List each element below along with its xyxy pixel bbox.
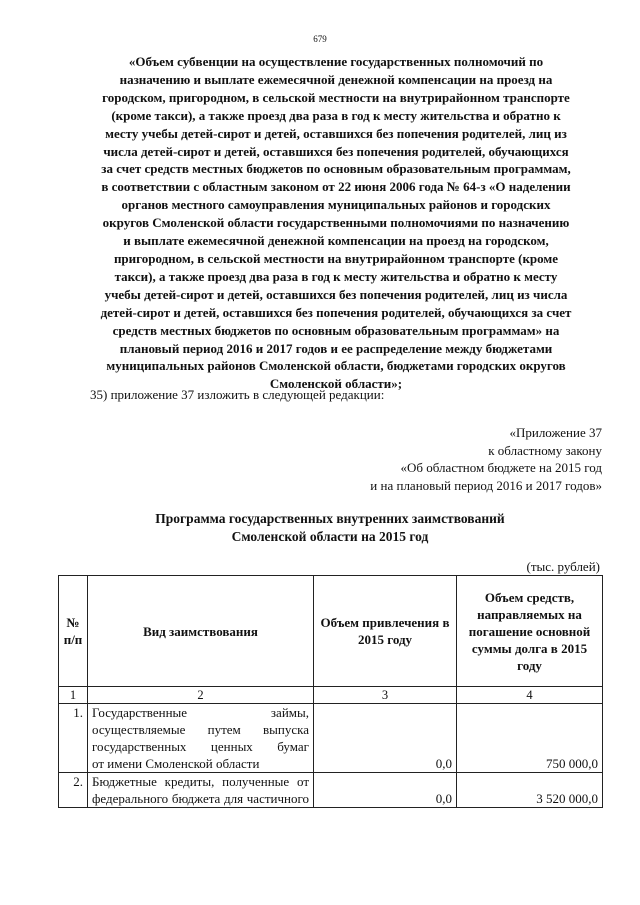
appendix-line: «Приложение 37 xyxy=(509,425,602,440)
subsidy-title-line: «Объем субвенции на осуществление государственных полномочий по xyxy=(128,54,544,69)
subsidy-title-line: назначению и выплате ежемесячной денежной компенсации на проезд на xyxy=(119,71,553,87)
row-attraction-value: 0,0 xyxy=(314,773,457,808)
item-35-text: 35) приложение 37 изложить в следующей редакции: xyxy=(90,387,385,402)
subsidy-title-line: в соответствии с областным законом от 22 июня 2006 года № 64-з «О наделении xyxy=(101,179,571,195)
subsidy-title-line: числа детей-сирот и детей, оставшихся без попечения родителей, обучающихся xyxy=(103,143,569,159)
row-description-last: от имени Смоленской области xyxy=(92,756,260,771)
appendix-reference xyxy=(370,424,602,494)
row-description xyxy=(88,704,314,773)
appendix-line: к областному закону xyxy=(488,442,602,458)
header-repayment-volume: Объем средств, направляемых на погашение основной суммы долга в 2015 году xyxy=(457,576,603,687)
appendix-line: и на плановый период 2016 и 2017 годов» xyxy=(370,477,602,493)
header-borrowing-type: Вид заимствования xyxy=(88,576,314,687)
row-attraction-value: 0,0 xyxy=(314,704,457,773)
subsidy-title-line: округов Смоленской области государственными полномочиями по назначению xyxy=(102,215,570,231)
row-number: 2. xyxy=(59,773,88,808)
row-description-text: Государственные займы, осуществляемые путем выпуска государственных ценных бумаг xyxy=(92,705,309,754)
subsidy-title-line: Смоленской области»; xyxy=(269,376,403,392)
column-number: 4 xyxy=(457,687,603,704)
subsidy-title-line: средств местных бюджетов по основным образовательным программам» на xyxy=(112,322,560,338)
row-description xyxy=(88,773,314,808)
column-number: 2 xyxy=(88,687,314,704)
units-label: (тыс. рублей) xyxy=(526,559,600,574)
subsidy-title-line: органов местного самоуправления муниципальных районов и городских xyxy=(121,197,551,213)
column-numbers-row xyxy=(59,687,603,704)
program-title xyxy=(80,510,580,546)
subsidy-title-line: такси), а также проезд два раза в год к месту жительства и обратно к месту xyxy=(114,268,558,284)
row-description-text: Бюджетные кредиты, полученные от федерального бюджета для частичного xyxy=(92,774,309,806)
subsidy-title-line: пригородном, в сельской местности на внутрирайонном транспорте (кроме xyxy=(113,250,559,266)
subsidy-title-line: городском, пригородном, в сельской местности на внутрирайонном транспорте xyxy=(102,89,570,105)
row-number: 1. xyxy=(59,704,88,773)
subsidy-title-line: учебы детей-сирот и детей, оставшихся без попечения родителей, лиц из числа xyxy=(104,286,568,302)
subsidy-title-line: месту учебы детей-сирот и детей, оставшихся без попечения родителей, лиц из xyxy=(105,125,567,141)
table-row xyxy=(59,704,603,773)
column-number: 1 xyxy=(59,687,88,704)
subsidy-title-line: муниципальных районов Смоленской области, бюджетами городских округов xyxy=(106,358,566,374)
header-attraction-volume: Объем привлечения в 2015 году xyxy=(314,576,457,687)
row-repayment-value: 750 000,0 xyxy=(457,704,603,773)
subsidy-title-line: (кроме такси), а также проезд два раза в год к месту жительства и обратно к xyxy=(111,107,561,123)
header-number: № п/п xyxy=(59,576,88,687)
table-header-row xyxy=(59,576,603,687)
subsidy-title-line: и выплате ежемесячной денежной компенсации на проезд на городском, xyxy=(123,233,549,249)
appendix-line: «Об областном бюджете на 2015 год xyxy=(400,460,602,475)
column-number: 3 xyxy=(314,687,457,704)
row-repayment-value: 3 520 000,0 xyxy=(457,773,603,808)
borrowing-table xyxy=(58,575,603,808)
table-row xyxy=(59,773,603,808)
program-title-line: Программа государственных внутренних заимствований xyxy=(155,511,505,526)
program-title-line: Смоленской области на 2015 год xyxy=(231,529,429,544)
subsidy-title-line: за счет средств местных бюджетов по основным образовательным программам, xyxy=(101,161,571,177)
subsidy-title-line: плановый период 2016 и 2017 годов и ее распределение между бюджетами xyxy=(119,340,553,356)
subsidy-title-line: детей-сирот и детей, оставшихся без попечения родителей, обучающихся за счет xyxy=(100,304,572,320)
subsidy-title xyxy=(56,53,616,393)
page-number: 679 xyxy=(313,34,327,44)
